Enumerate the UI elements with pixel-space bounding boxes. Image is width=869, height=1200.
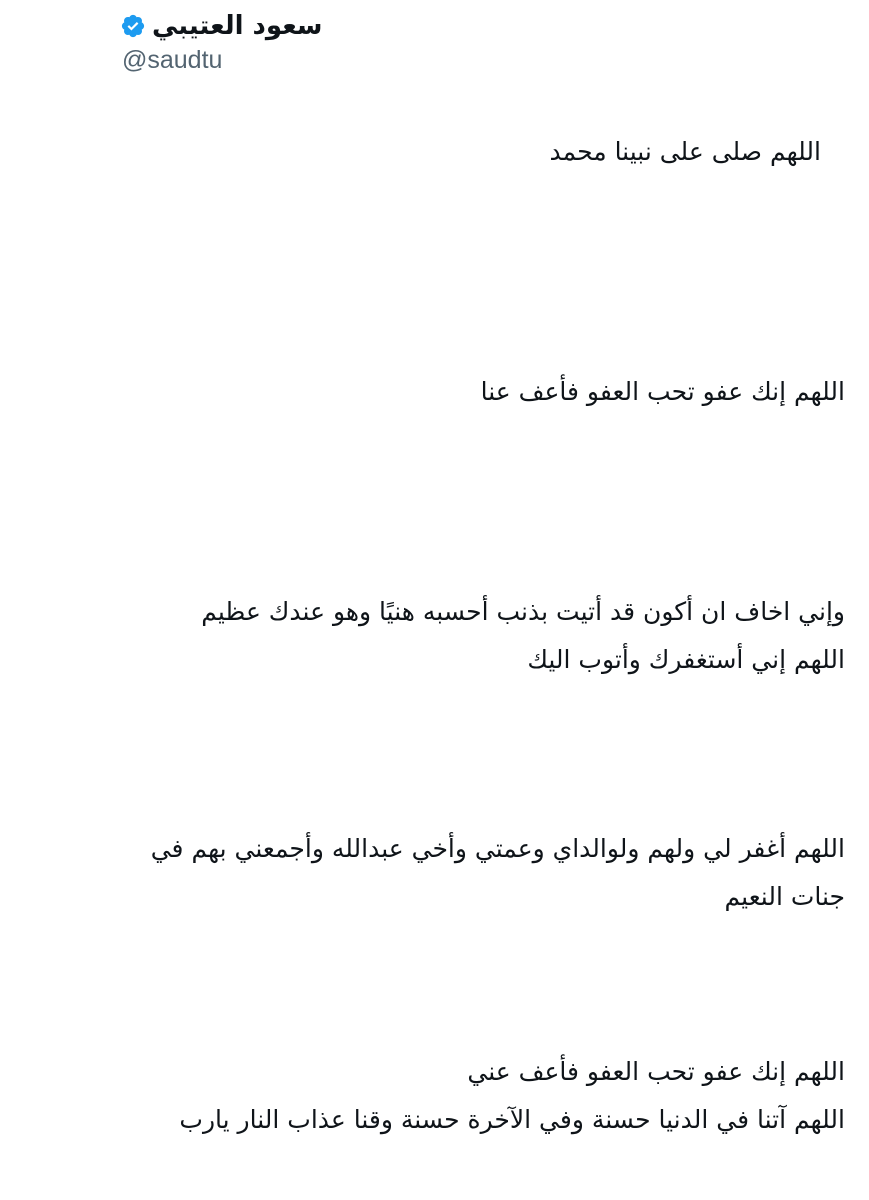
tweet-paragraph-2 [45, 368, 845, 416]
tweet-line: وإني اخاف ان أكون قد أتيت بذنب أحسبه هنيًا وهو عندك عظيم [201, 597, 845, 626]
tweet-line: اللهم إنك عفو تحب العفو فأعف عنا [480, 377, 845, 406]
tweet-paragraph-1 [21, 128, 821, 176]
tweet-line: اللهم إني أستغفرك وأتوب اليك [527, 645, 845, 674]
tweet-line: اللهم صلى على نبينا محمد [549, 137, 821, 166]
tweet-line: جنات النعيم [724, 882, 845, 911]
author-display-name[interactable]: سعود العتيبي [152, 11, 323, 41]
tweet-paragraph-3 [45, 588, 845, 684]
tweet-paragraph-5 [45, 1048, 845, 1144]
author-handle[interactable]: @saudtu [122, 46, 223, 74]
tweet-paragraph-4 [45, 825, 845, 921]
tweet-line: اللهم إنك عفو تحب العفو فأعف عني [467, 1057, 845, 1086]
tweet-line: اللهم آتنا في الدنيا حسنة وفي الآخرة حسنة وقنا عذاب النار يارب [179, 1105, 845, 1134]
tweet-line: اللهم أغفر لي ولهم ولوالداي وعمتي وأخي عبدالله وأجمعني بهم في [150, 834, 845, 863]
